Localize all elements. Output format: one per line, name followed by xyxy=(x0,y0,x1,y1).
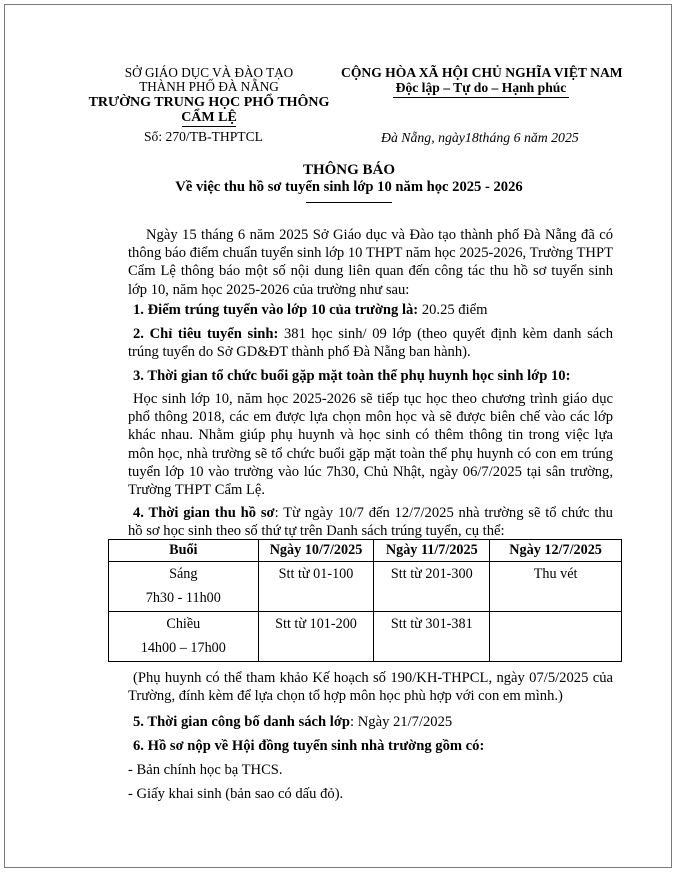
section-4-text: : Từ ngày 10/7 đến 12/7/2025 nhà trường sẽ tổ chức thu hồ sơ học sinh theo số thứ tự trên Danh sách trúng tuyển, cụ thể: xyxy=(128,505,613,540)
table-header: Buổi xyxy=(109,540,259,562)
document-date: Đà Nẵng, ngày18tháng 6 năm 2025 xyxy=(381,130,579,145)
table-header: Ngày 12/7/2025 xyxy=(490,540,622,562)
session-name: Chiều xyxy=(166,616,201,632)
table-cell: Stt từ 301-381 xyxy=(374,612,490,662)
session-time: 14h00 – 17h00 xyxy=(140,640,226,656)
document-page xyxy=(4,4,672,868)
section-3-text: Học sinh lớp 10, năm học 2025-2026 sẽ tiếp tục học theo chương trình giáo dục phổ thông 2018, các em được lựa chọn môn học và sẽ được biên chế vào các lớp khác nhau. Nhằm giúp phụ huynh và học sinh có thêm thông tin trong việc lựa môn học, nhà trường sẽ tổ chức buổi gặp mặt toàn thể phụ huynh có con em trúng tuyển lớp 10 vào trường vào lúc 7h30, Chủ Nhật, ngày 06/7/2025 tại sân trường, Trường THPT Cẩm Lệ. xyxy=(128,391,613,499)
table-cell: Stt từ 101-200 xyxy=(258,612,374,662)
section-1-text: 20.25 điểm xyxy=(418,302,488,318)
session-cell xyxy=(109,562,259,612)
section-1-heading: 1. Điểm trúng tuyển vào lớp 10 của trường là: xyxy=(133,302,419,318)
session-cell xyxy=(109,612,259,662)
table-row xyxy=(109,562,622,612)
notice-subtitle: Về việc thu hồ sơ tuyển sinh lớp 10 năm học 2025 - 2026 xyxy=(175,179,523,195)
school-name: TRƯỜNG TRUNG HỌC PHỔ THÔNG xyxy=(88,95,330,110)
agency-city: THÀNH PHỐ ĐÀ NẴNG xyxy=(139,79,279,94)
table-row xyxy=(109,612,622,662)
school-underline xyxy=(182,126,236,127)
table-header: Ngày 10/7/2025 xyxy=(258,540,374,562)
list-item: - Bản chính học bạ THCS. xyxy=(128,762,283,778)
section-2-heading: 2. Chỉ tiêu tuyển sinh: xyxy=(133,326,279,342)
table-cell xyxy=(490,612,622,662)
school-name-2: CẨM LỆ xyxy=(181,110,237,125)
section-4-heading: 4. Thời gian thu hồ sơ xyxy=(133,505,275,521)
session-name: Sáng xyxy=(169,566,198,582)
motto: Độc lập – Tự do – Hạnh phúc xyxy=(395,80,567,95)
section-1 xyxy=(128,301,613,319)
section-5 xyxy=(128,713,613,731)
session-time: 7h30 - 11h00 xyxy=(145,590,221,606)
section-4 xyxy=(128,504,613,540)
note-paragraph: (Phụ huynh có thể tham khảo Kế hoạch số 190/KH-THPCL, ngày 07/5/2025 của Trường, đính kèm để lựa chọn tổ hợp môn học phù hợp với con em mình.) xyxy=(128,670,613,705)
list-item: - Giấy khai sinh (bản sao có dấu đỏ). xyxy=(128,786,344,802)
notice-title: THÔNG BÁO xyxy=(302,162,396,178)
section-2-text: 381 học sinh/ 09 lớp (theo quyết định kèm danh sách trúng tuyển do Sở GD&ĐT thành phố Đà Nẵng ban hành). xyxy=(128,326,614,361)
section-2 xyxy=(128,325,613,361)
table-cell: Stt từ 01-100 xyxy=(258,562,374,612)
table-header-row xyxy=(109,540,622,562)
table-cell: Thu vét xyxy=(490,562,622,612)
title-underline xyxy=(306,202,392,203)
section-5-heading: 5. Thời gian công bố danh sách lớp xyxy=(133,714,351,730)
intro-paragraph: Ngày 15 tháng 6 năm 2025 Sở Giáo dục và Đào tạo thành phố Đà Nẵng đã có thông báo điểm chuẩn tuyển sinh lớp 10 THPT năm học 2025-2026, Trường THPT Cẩm Lệ thông báo một số nội dung liên quan đến công tác thu hồ sơ tuyển sinh lớp 10, năm học 2025-2026 của trường như sau: xyxy=(128,227,613,298)
country-name: CỘNG HÒA XÃ HỘI CHỦ NGHĨA VIỆT NAM xyxy=(341,65,623,80)
table-cell: Stt từ 201-300 xyxy=(374,562,490,612)
table-header: Ngày 11/7/2025 xyxy=(374,540,490,562)
section-3-heading: 3. Thời gian tổ chức buổi gặp mặt toàn thể phụ huynh học sinh lớp 10: xyxy=(133,368,571,384)
motto-underline xyxy=(393,97,569,98)
schedule-table xyxy=(108,539,622,662)
section-6-heading: 6. Hồ sơ nộp về Hội đồng tuyển sinh nhà trường gồm có: xyxy=(133,738,485,754)
agency-name: SỞ GIÁO DỤC VÀ ĐÀO TẠO xyxy=(124,65,294,80)
document-number: Số: 270/TB-THPTCL xyxy=(144,129,263,144)
section-5-text: : Ngày 21/7/2025 xyxy=(350,714,453,730)
